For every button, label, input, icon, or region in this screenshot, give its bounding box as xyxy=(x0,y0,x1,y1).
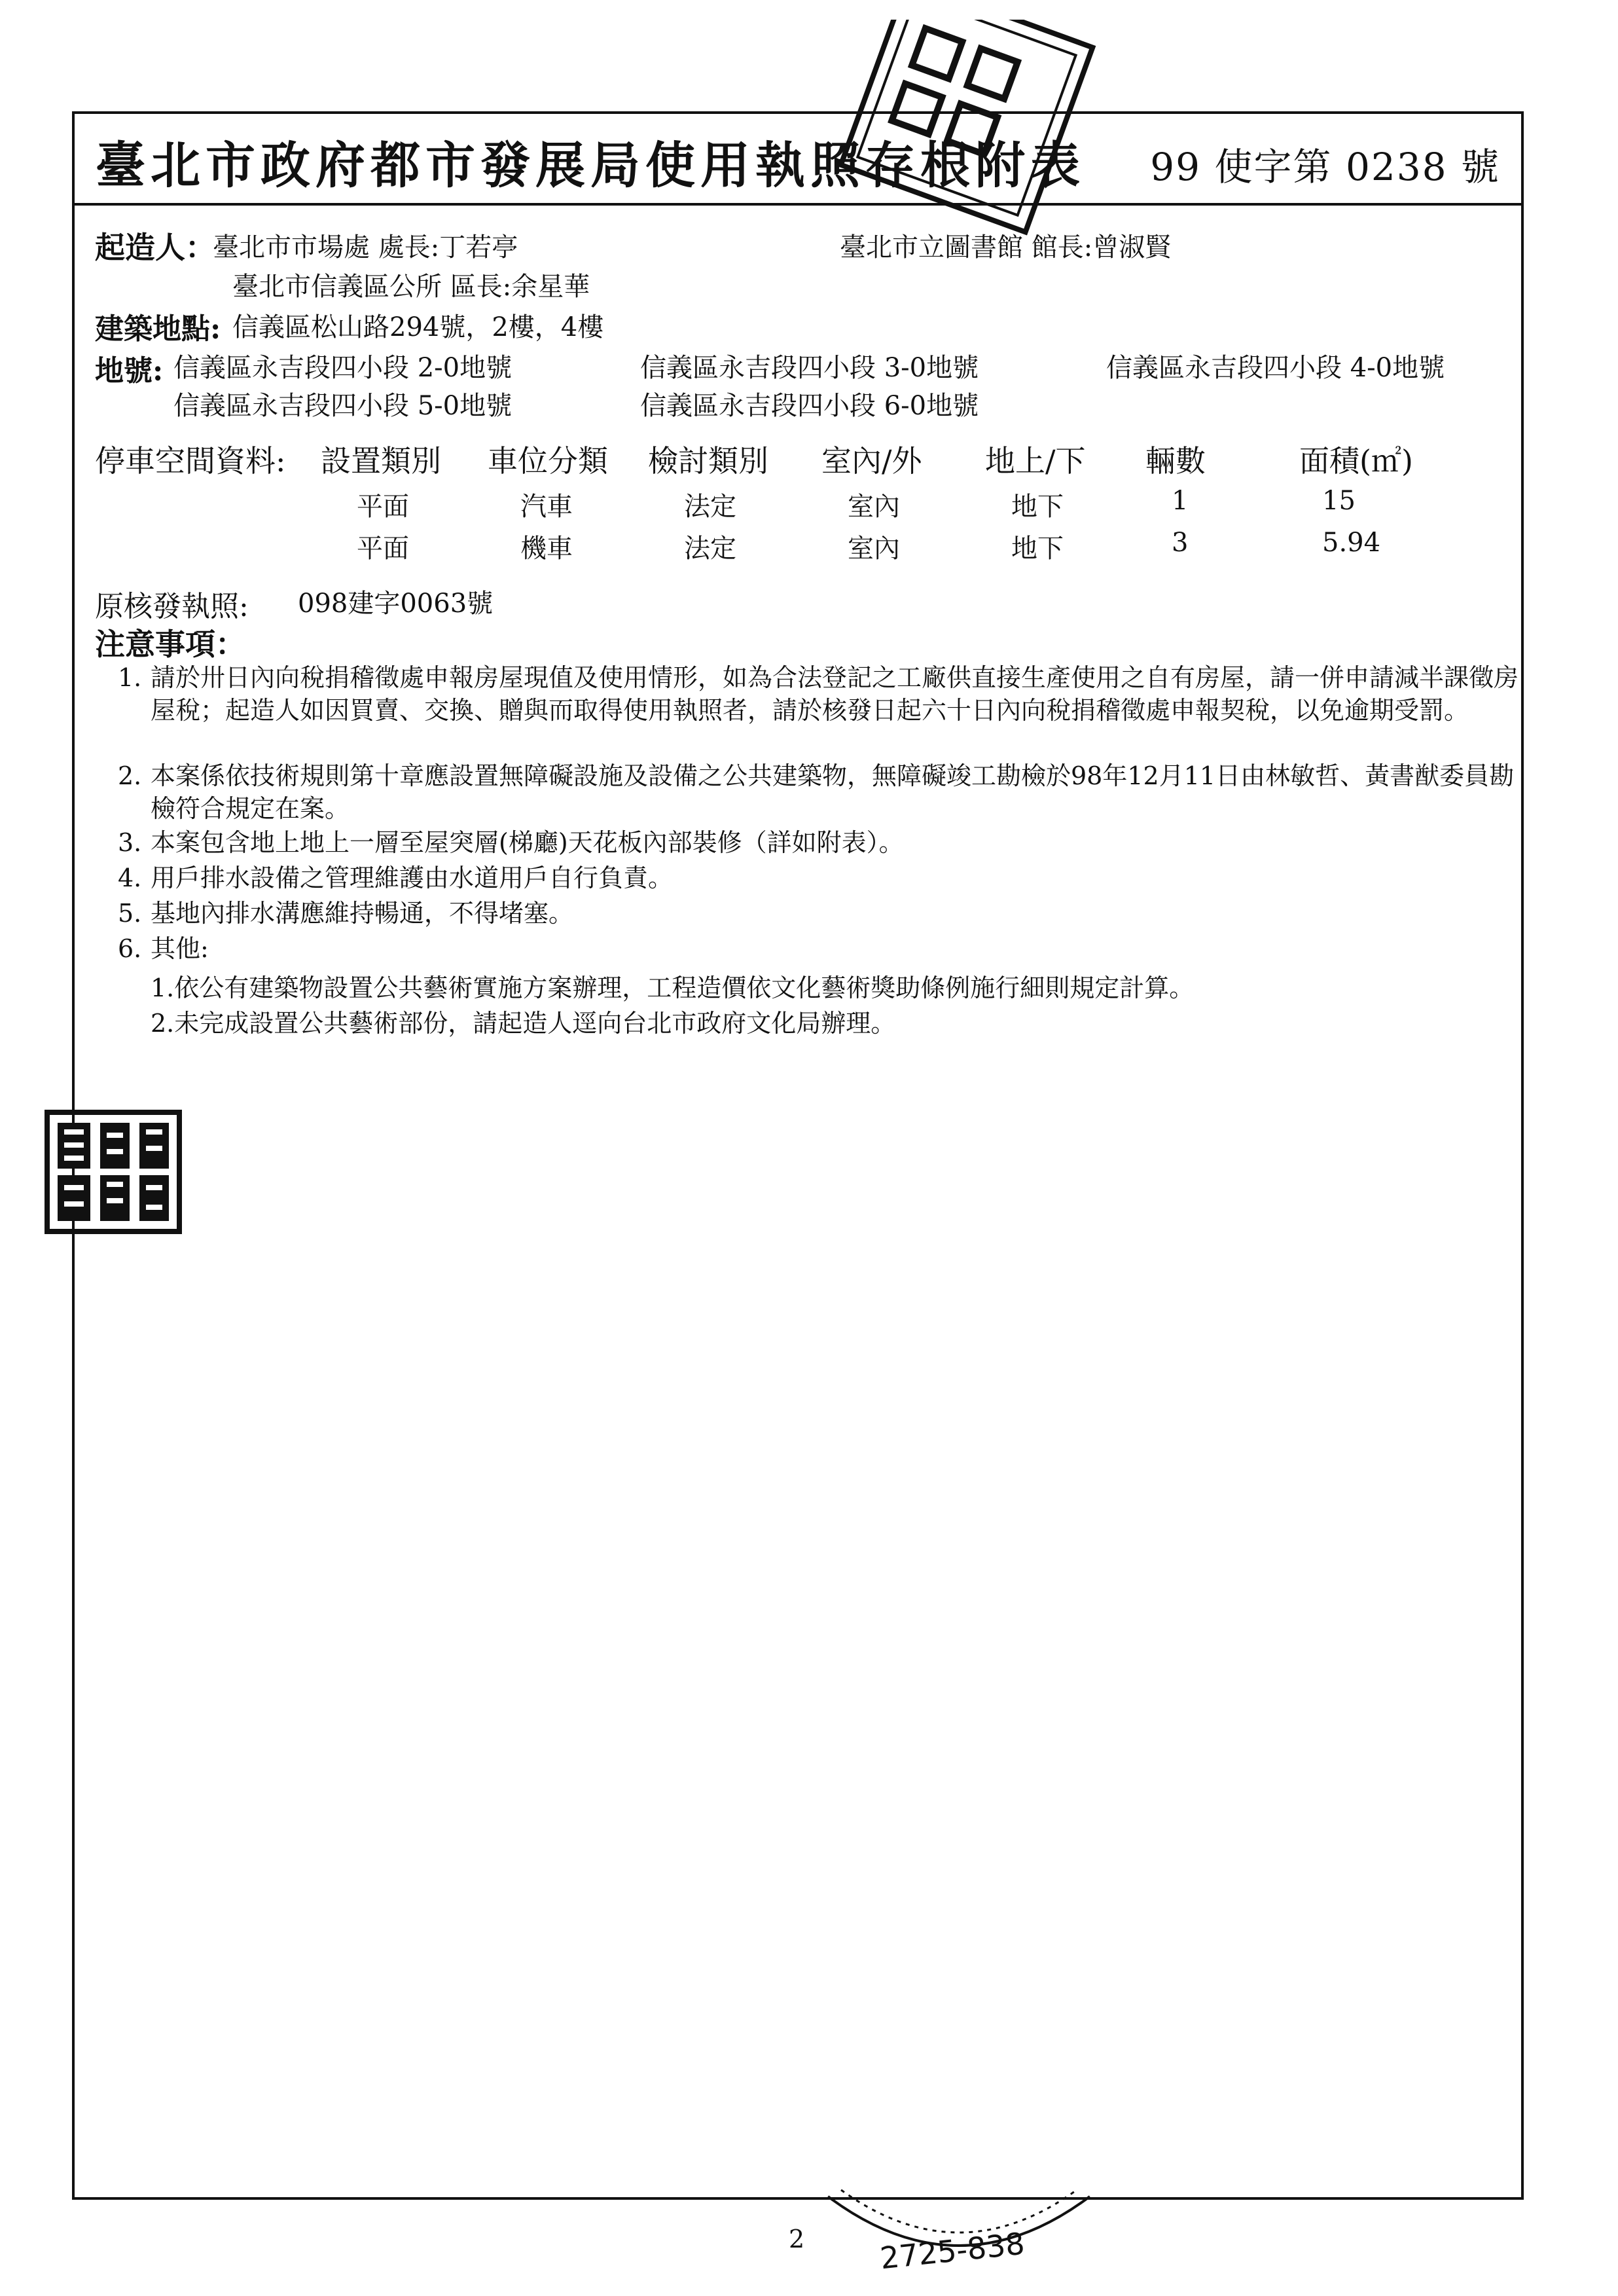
applicant-row1-right: 臺北市立圖書館 館長:曾淑賢 xyxy=(840,232,1172,263)
note-number: 3. xyxy=(118,828,142,857)
parking-header: 檢討類別 xyxy=(648,443,768,479)
parking-cell: 3 xyxy=(1172,528,1189,558)
note-item xyxy=(118,826,1519,859)
parking-cell: 法定 xyxy=(684,492,736,522)
note-item xyxy=(118,759,1519,825)
approval-seal-stamp xyxy=(45,1110,182,1234)
lot-item: 信義區永吉段四小段 6-0地號 xyxy=(640,391,979,421)
page-number: 2 xyxy=(789,2225,805,2253)
note-number: 4. xyxy=(118,864,142,892)
parking-cell: 室內 xyxy=(848,492,900,522)
stamp-text: 2725-838 xyxy=(878,2225,1026,2276)
circular-date-stamp xyxy=(802,2183,1116,2296)
note-item xyxy=(118,661,1519,727)
parking-cell: 機車 xyxy=(520,534,573,564)
applicant-row1-left: 臺北市市場處 處長:丁若亭 xyxy=(213,232,518,263)
parking-header: 輛數 xyxy=(1145,443,1206,479)
parking-cell: 平面 xyxy=(357,492,409,522)
note-item xyxy=(118,897,1519,930)
lot-item: 信義區永吉段四小段 3-0地號 xyxy=(640,353,979,383)
original-license-value: 098建字0063號 xyxy=(298,589,494,619)
note-number: 1. xyxy=(118,663,142,692)
parking-header: 設置類別 xyxy=(321,443,441,479)
note-text: 其他: xyxy=(151,934,209,963)
note-number: 2. xyxy=(118,761,142,790)
lot-item: 信義區永吉段四小段 4-0地號 xyxy=(1106,353,1445,383)
note-sub-item: 2.未完成設置公共藝術部份，請起造人逕向台北市政府文化局辦理。 xyxy=(151,1009,896,1038)
parking-cell: 15 xyxy=(1322,486,1356,516)
parking-label: 停車空間資料: xyxy=(95,443,286,479)
title-row xyxy=(75,114,1521,206)
document-title: 臺北市政府都市發展局使用執照存根附表 xyxy=(96,136,1085,194)
official-seal-stamp xyxy=(821,20,1096,236)
note-text: 本案包含地上地上一層至屋突層(梯廳)天花板內部裝修（詳如附表）。 xyxy=(151,828,904,857)
parking-cell: 1 xyxy=(1172,486,1189,516)
document-frame xyxy=(72,111,1524,2200)
note-number: 5. xyxy=(118,899,142,928)
lots-label: 地號: xyxy=(95,354,164,388)
parking-header: 室內/外 xyxy=(821,443,922,479)
parking-header: 面積(㎡) xyxy=(1299,443,1413,479)
site-label: 建築地點: xyxy=(95,312,221,346)
parking-cell: 汽車 xyxy=(520,492,573,522)
site-value: 信義區松山路294號，2樓，4樓 xyxy=(232,312,604,342)
note-item xyxy=(118,932,1519,965)
note-number: 6. xyxy=(118,934,142,963)
parking-cell: 地下 xyxy=(1011,534,1064,564)
applicant-label: 起造人： xyxy=(95,230,215,265)
parking-cell: 室內 xyxy=(848,534,900,564)
lot-item: 信義區永吉段四小段 2-0地號 xyxy=(173,353,512,383)
parking-cell: 5.94 xyxy=(1322,528,1381,558)
parking-cell: 法定 xyxy=(684,534,736,564)
note-item xyxy=(118,862,1519,894)
permit-number: 99 使字第 0238 號 xyxy=(1150,145,1500,189)
note-sub-item: 1.依公有建築物設置公共藝術實施方案辦理，工程造價依文化藝術獎助條例施行細則規定計算。 xyxy=(151,974,1195,1002)
note-text: 基地內排水溝應維持暢通，不得堵塞。 xyxy=(151,899,574,928)
note-text: 本案係依技術規則第十章應設置無障礙設施及設備之公共建築物，無障礙竣工勘檢於98年12月11日由林敏哲、黃書猷委員勘檢符合規定在案。 xyxy=(151,761,1515,823)
parking-header: 車位分類 xyxy=(488,443,608,479)
parking-cell: 地下 xyxy=(1011,492,1064,522)
lot-item: 信義區永吉段四小段 5-0地號 xyxy=(173,391,512,421)
note-text: 用戶排水設備之管理維護由水道用戶自行負責。 xyxy=(151,864,674,892)
parking-header: 地上/下 xyxy=(985,443,1086,479)
notes-label: 注意事項： xyxy=(95,627,245,662)
applicant-row2: 臺北市信義區公所 區長:余星華 xyxy=(232,272,590,302)
original-license-label: 原核發執照: xyxy=(95,590,249,623)
parking-cell: 平面 xyxy=(357,534,409,564)
note-text: 請於卅日內向稅捐稽徵處申報房屋現值及使用情形，如為合法登記之工廠供直接生產使用之自有房屋，請一併申請減半課徵房屋稅；起造人如因買賣、交換、贈與而取得使用執照者，請於核發日起六十日內向稅捐稽徵處申報契稅，以免逾期受罰。 xyxy=(151,663,1519,725)
